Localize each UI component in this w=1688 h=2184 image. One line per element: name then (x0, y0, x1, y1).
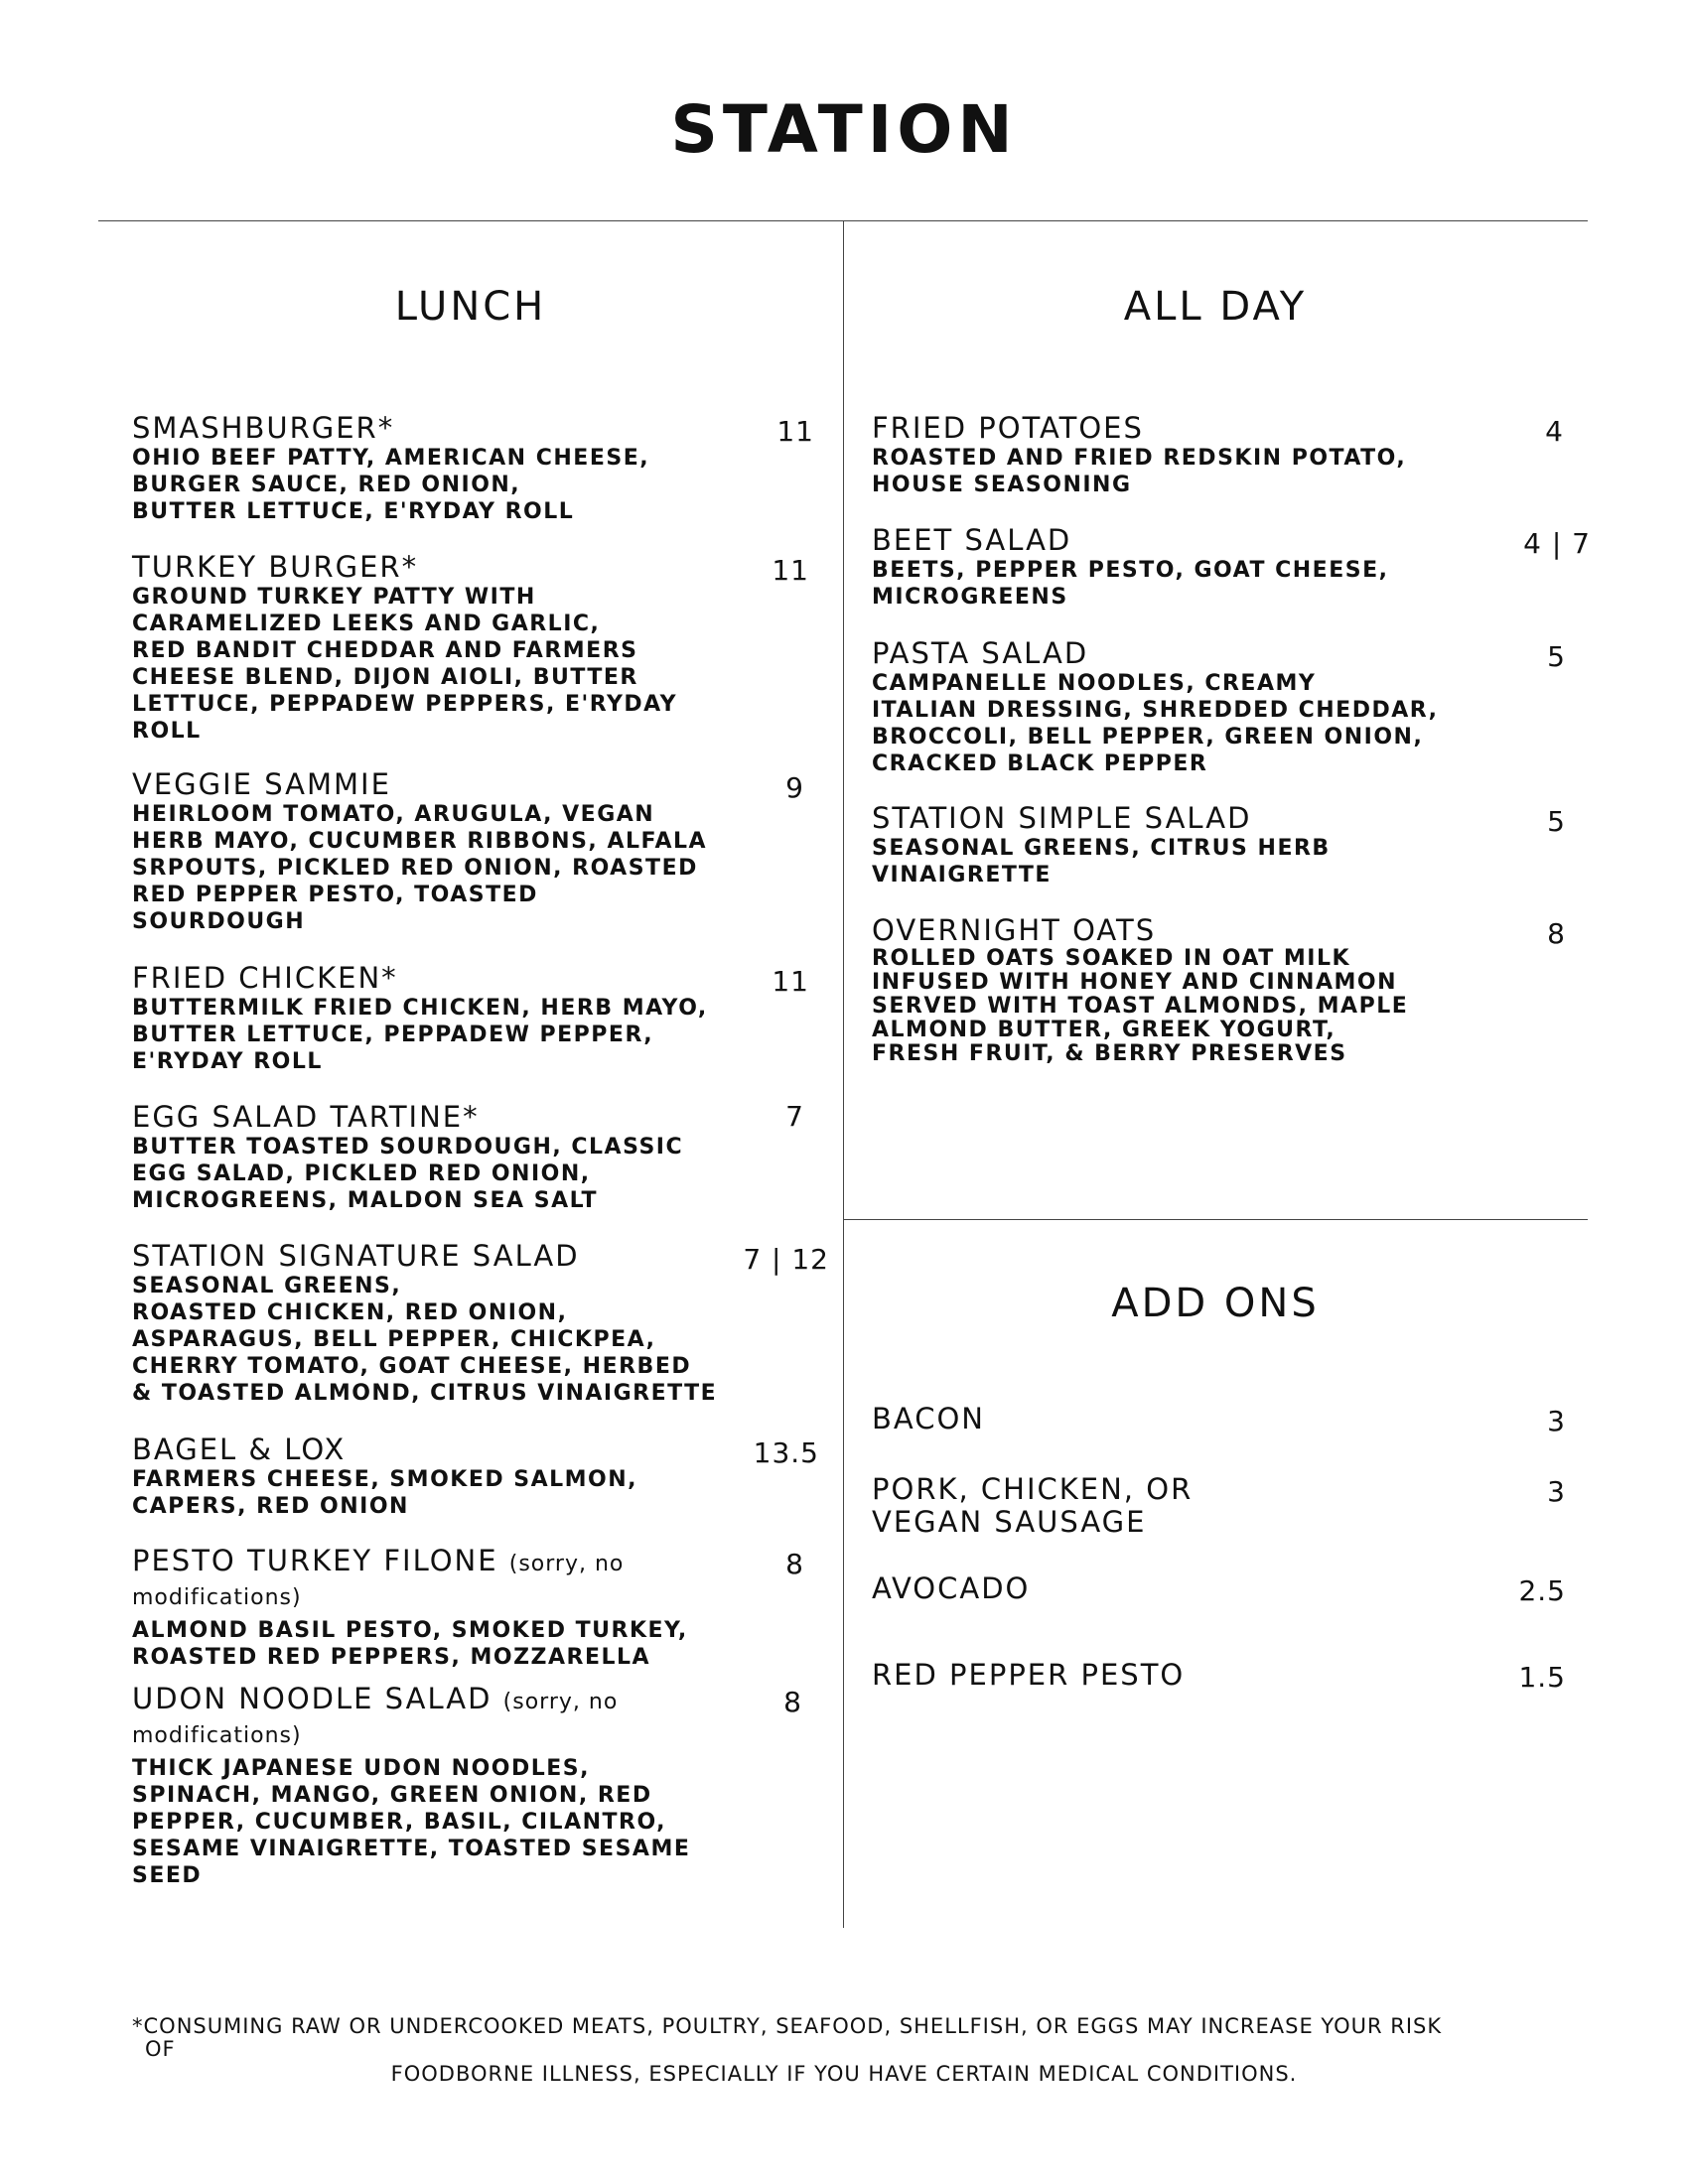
item-name: SMASHBURGER* (132, 411, 395, 445)
item-description: CAMPANELLE NOODLES, CREAMY ITALIAN DRESSING, SHREDDED CHEDDAR, BROCCOLI, BELL PEPPER, GREEN ONION, CRACKED BLACK PEPPER (872, 671, 1439, 776)
item-name: STATION SIGNATURE SALAD (132, 1239, 580, 1273)
addon-name: AVOCADO (872, 1571, 1031, 1605)
item-name: TURKEY BURGER* (132, 550, 419, 584)
item-name: STATION SIMPLE SALAD (872, 801, 1252, 835)
item-description: ROLLED OATS SOAKED IN OAT MILK INFUSED WITH HONEY AND CINNAMON SERVED WITH TOAST ALMONDS, MAPLE ALMOND BUTTER, GREEK YOGURT, FRESH FRUIT, & BERRY PRESERVES (872, 946, 1409, 1066)
lunch-item (132, 1546, 708, 1671)
item-price: 7 | 12 (743, 1243, 829, 1276)
item-price: 5 (1547, 805, 1566, 838)
addon-name: PORK, CHICKEN, OR VEGAN SAUSAGE (872, 1472, 1194, 1539)
item-description: BUTTER TOASTED SOURDOUGH, CLASSIC EGG SALAD, PICKLED RED ONION, MICROGREENS, MALDON SEA SALT (132, 1135, 684, 1213)
allday-item (872, 525, 1468, 611)
item-price: 13.5 (753, 1436, 819, 1469)
item-name: UDON NOODLE SALAD (sorry, no modifications) (132, 1682, 619, 1748)
item-price: 4 | 7 (1523, 527, 1591, 560)
item-description: SEASONAL GREENS, CITRUS HERB VINAIGRETTE (872, 836, 1331, 887)
center-divider (843, 220, 844, 1928)
item-name: PESTO TURKEY FILONE (sorry, no modifications) (132, 1544, 625, 1610)
allday-heading: ALL DAY (1123, 284, 1308, 330)
addon-name: RED PEPPER PESTO (872, 1658, 1186, 1692)
addon-price: 3 (1547, 1475, 1566, 1508)
item-description: GROUND TURKEY PATTY WITH CARAMELIZED LEEKS AND GARLIC, RED BANDIT CHEDDAR AND FARMERS CHEESE BLEND, DIJON AIOLI, BUTTER LETTUCE, PEPPADEW PEPPERS, E'RYDAY ROLL (132, 585, 678, 744)
item-price: 9 (785, 771, 804, 804)
lunch-item (132, 413, 768, 525)
item-name: VEGGIE SAMMIE (132, 767, 391, 801)
item-name: BAGEL & LOX (132, 1433, 347, 1466)
footer-disclaimer-line2: FOODBORNE ILLNESS, ESPECIALLY IF YOU HAVE CERTAIN MEDICAL CONDITIONS. (390, 2062, 1298, 2086)
footer-disclaimer-line1b: OF (145, 2037, 176, 2061)
item-price: 7 (785, 1100, 804, 1133)
lunch-item (132, 769, 768, 935)
item-note: (sorry, no modifications) (132, 1552, 625, 1610)
item-description: BEETS, PEPPER PESTO, GOAT CHEESE, MICROGREENS (872, 558, 1389, 610)
addon-price: 2.5 (1518, 1574, 1566, 1607)
lunch-item (132, 1684, 708, 1889)
addons-heading: ADD ONS (1111, 1281, 1320, 1326)
lunch-item (132, 963, 768, 1075)
lunch-item (132, 1434, 768, 1520)
addon-price: 1.5 (1518, 1661, 1566, 1694)
addon-price: 3 (1547, 1405, 1566, 1437)
lunch-heading: LUNCH (394, 284, 547, 330)
item-description: FARMERS CHEESE, SMOKED SALMON, CAPERS, RED ONION (132, 1467, 638, 1519)
item-description: ALMOND BASIL PESTO, SMOKED TURKEY, ROASTED RED PEPPERS, MOZZARELLA (132, 1618, 688, 1670)
item-price: 8 (1547, 917, 1566, 950)
item-description: ROASTED AND FRIED REDSKIN POTATO, HOUSE SEASONING (872, 446, 1407, 497)
item-price: 4 (1545, 415, 1564, 448)
item-name: OVERNIGHT OATS (872, 913, 1157, 947)
item-price: 11 (772, 965, 809, 998)
item-price: 11 (776, 415, 814, 448)
lunch-item (132, 1241, 768, 1407)
lunch-item (132, 1102, 768, 1214)
item-price: 8 (785, 1548, 804, 1580)
lunch-item (132, 552, 768, 745)
allday-item (872, 915, 1468, 1066)
item-description: BUTTERMILK FRIED CHICKEN, HERB MAYO, BUTTER LETTUCE, PEPPADEW PEPPER, E'RYDAY ROLL (132, 996, 708, 1074)
item-description: THICK JAPANESE UDON NOODLES, SPINACH, MANGO, GREEN ONION, RED PEPPER, CUCUMBER, BASIL, CILANTRO, SESAME VINAIGRETTE, TOASTED SESAME SEED (132, 1756, 691, 1888)
item-price: 5 (1547, 640, 1566, 673)
item-name: BEET SALAD (872, 523, 1072, 557)
item-description: OHIO BEEF PATTY, AMERICAN CHEESE, BURGER SAUCE, RED ONION, BUTTER LETTUCE, E'RYDAY ROLL (132, 446, 650, 524)
item-name: FRIED CHICKEN* (132, 961, 398, 995)
menu-title: STATION (670, 91, 1018, 168)
item-description: SEASONAL GREENS, ROASTED CHICKEN, RED ONION, ASPARAGUS, BELL PEPPER, CHICKPEA, CHERRY TOMATO, GOAT CHEESE, HERBED & TOASTED ALMOND, CITRUS VINAIGRETTE (132, 1274, 718, 1406)
footer-disclaimer-line1: *CONSUMING RAW OR UNDERCOOKED MEATS, POULTRY, SEAFOOD, SHELLFISH, OR EGGS MAY INCREASE YOUR RISK (132, 2014, 1443, 2038)
item-price: 8 (783, 1686, 802, 1718)
item-price: 11 (772, 554, 809, 587)
item-name: PASTA SALAD (872, 636, 1089, 670)
addon-name: BACON (872, 1402, 985, 1435)
allday-item (872, 803, 1468, 888)
allday-item (872, 413, 1468, 498)
item-name: EGG SALAD TARTINE* (132, 1100, 480, 1134)
item-name: FRIED POTATOES (872, 411, 1144, 445)
item-note: (sorry, no modifications) (132, 1690, 619, 1748)
right-divider (843, 1219, 1588, 1220)
item-description: HEIRLOOM TOMATO, ARUGULA, VEGAN HERB MAYO, CUCUMBER RIBBONS, ALFALA SRPOUTS, PICKLED RED ONION, ROASTED RED PEPPER PESTO, TOASTED SOURDOUGH (132, 802, 708, 934)
allday-item (872, 638, 1468, 777)
